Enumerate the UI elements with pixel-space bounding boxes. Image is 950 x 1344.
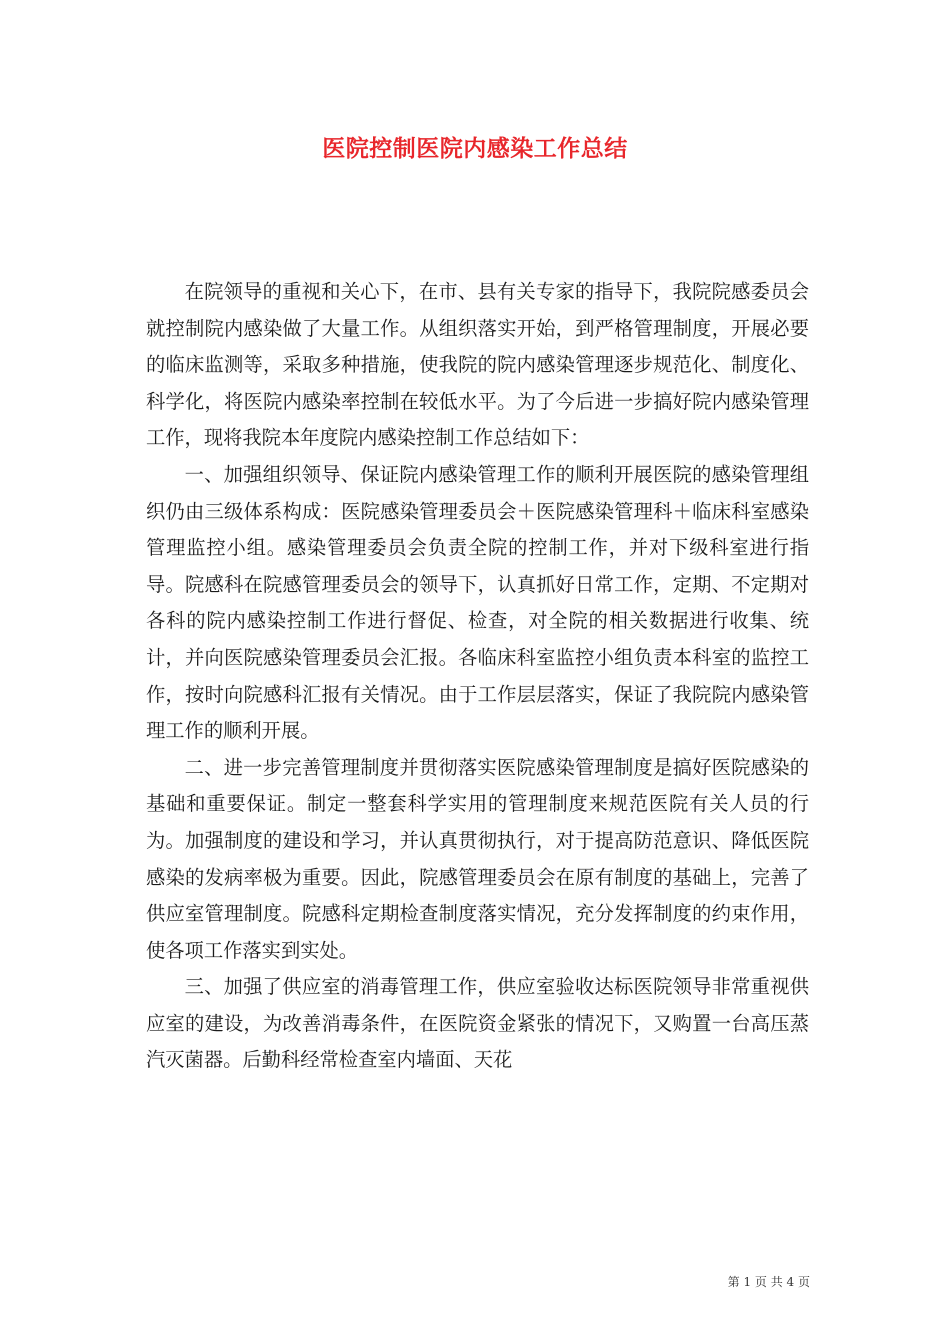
document-body [146, 274, 809, 1079]
paragraph-section-1: 一、加强组织领导、保证院内感染管理工作的顺利开展医院的感染管理组织仍由三级体系构成：医院感染管理委员会＋医院感染管理科＋临床科室感染管理监控小组。感染管理委员会负责全院的控制工作，并对下级科室进行指导。院感科在院感管理委员会的领导下，认真抓好日常工作，定期、不定期对各科的院内感染控制工作进行督促、检查，对全院的相关数据进行收集、统计，并向医院感染管理委员会汇报。各临床科室监控小组负责本科室的监控工作，按时向院感科汇报有关情况。由于工作层层落实，保证了我院院内感染管理工作的顺利开展。 [146, 462, 809, 743]
paragraph-section-3: 三、加强了供应室的消毒管理工作，供应室验收达标医院领导非常重视供应室的建设，为改善消毒条件，在医院资金紧张的情况下，又购置一台高压蒸汽灭菌器。后勤科经常检查室内墙面、天花 [146, 975, 809, 1072]
page-number: 第 1 页 共 4 页 [727, 1275, 810, 1289]
paragraph-intro: 在院领导的重视和关心下，在市、县有关专家的指导下，我院院感委员会就控制院内感染做了大量工作。从组织落实开始，到严格管理制度，开展必要的临床监测等，采取多种措施，使我院的院内感染管理逐步规范化、制度化、科学化，将医院内感染率控制在较低水平。为了今后进一步搞好院内感染管理工作，现将我院本年度院内感染控制工作总结如下： [146, 280, 809, 450]
document-title: 医院控制医院内感染工作总结 [322, 135, 628, 162]
paragraph-section-2: 二、进一步完善管理制度并贯彻落实医院感染管理制度是搞好医院感染的基础和重要保证。制定一整套科学实用的管理制度来规范医院有关人员的行为。加强制度的建设和学习，并认真贯彻执行，对于提高防范意识、降低医院感染的发病率极为重要。因此，院感管理委员会在原有制度的基础上，完善了供应室管理制度。院感科定期检查制度落实情况，充分发挥制度的约束作用，使各项工作落实到实处。 [146, 755, 809, 962]
